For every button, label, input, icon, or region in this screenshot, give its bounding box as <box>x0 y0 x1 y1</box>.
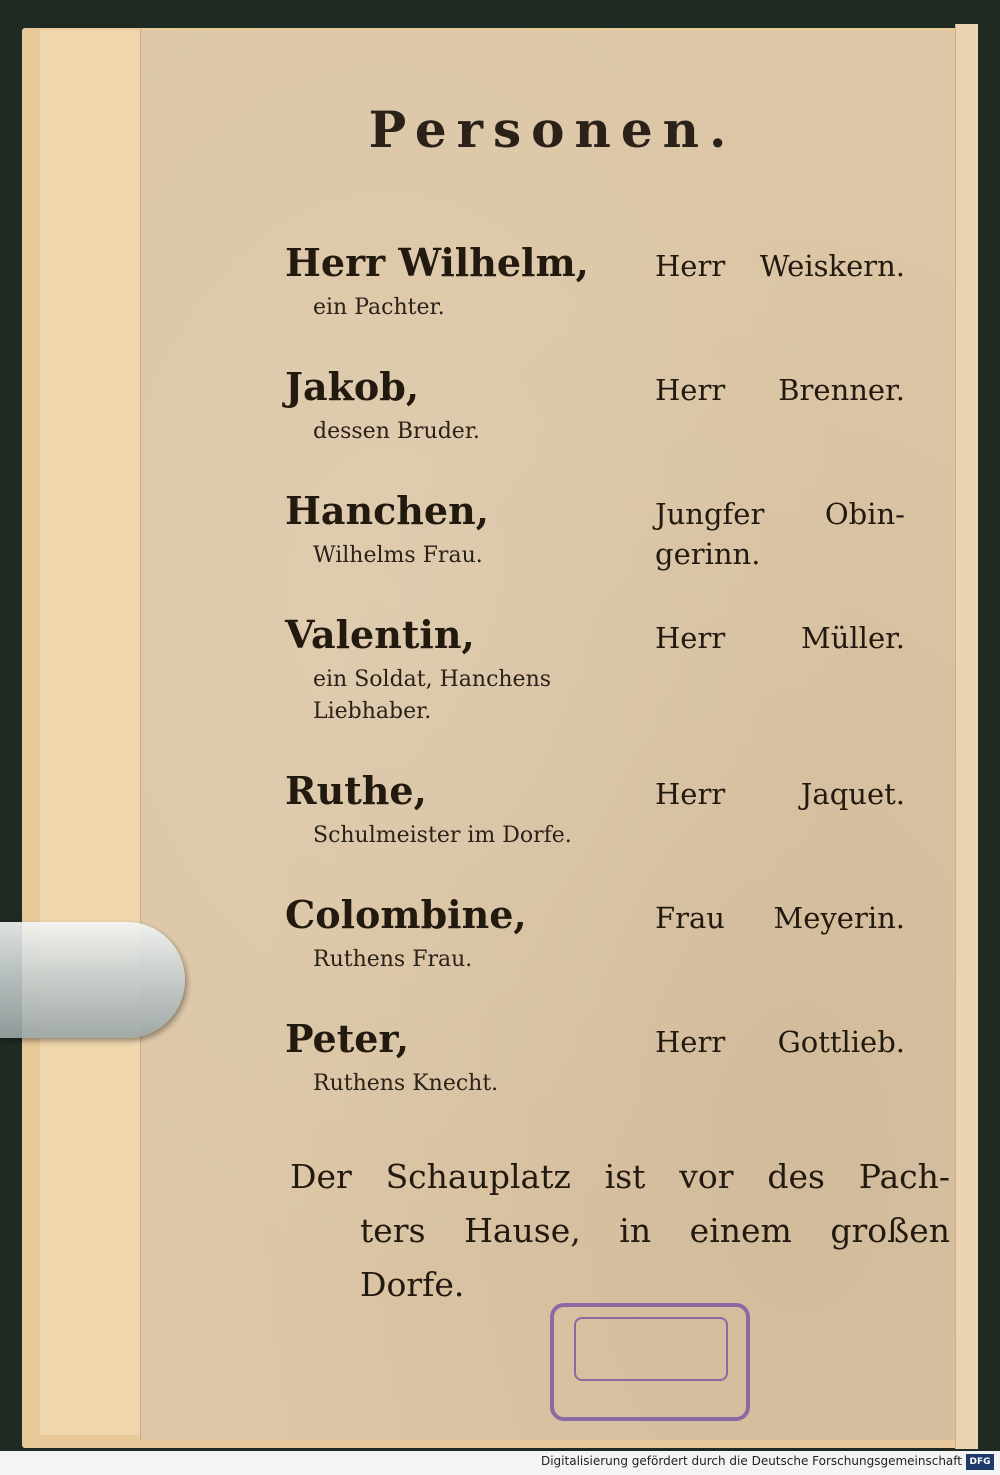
cast-entry <box>285 240 935 364</box>
page-edge <box>955 24 978 1449</box>
cast-entry <box>285 612 935 768</box>
role-name: Jakob, <box>285 364 420 409</box>
role-description: Wilhelms Frau. <box>313 543 483 568</box>
cast-entry <box>285 364 935 488</box>
footer-credit: Digitalisierung gefördert durch die Deutsche Forschungsgemeinschaft <box>540 1454 962 1468</box>
role-description: dessen Bruder. <box>313 419 480 444</box>
role-description: Ruthens Knecht. <box>313 1071 499 1096</box>
scene-line: Der Schauplatz ist vor des Pach- <box>290 1157 950 1196</box>
role-name: Hanchen, <box>285 488 489 533</box>
cast-entry <box>285 1016 935 1140</box>
role-name: Ruthe, <box>285 768 427 813</box>
page-clip <box>0 922 185 1038</box>
actor-name: Herr Weiskern. <box>655 249 905 283</box>
cast-entry <box>285 892 935 1016</box>
page-title: Personen. <box>368 100 737 159</box>
role-description: Ruthens Frau. <box>313 947 473 972</box>
actor-name: Herr Müller. <box>655 621 905 655</box>
role-description: ein Pachter. <box>313 295 445 320</box>
library-stamp-inner <box>574 1317 728 1381</box>
library-stamp <box>550 1303 750 1421</box>
cover-edge <box>40 30 151 1435</box>
cast-list <box>285 240 935 1140</box>
cast-entry <box>285 488 935 612</box>
cast-entry <box>285 768 935 892</box>
actor-name: Herr Brenner. <box>655 373 905 407</box>
actor-name: Herr Gottlieb. <box>655 1025 905 1059</box>
footer-bar <box>0 1451 1000 1475</box>
actor-name: Jungfer Obin-gerinn. <box>655 497 905 571</box>
role-name: Colombine, <box>285 892 527 937</box>
scene-description <box>290 1150 950 1312</box>
role-name: Herr Wilhelm, <box>285 240 589 285</box>
role-description: ein Soldat, Hanchens Liebhaber. <box>313 667 552 724</box>
role-name: Valentin, <box>285 612 475 657</box>
actor-name: Herr Jaquet. <box>655 777 905 811</box>
scene-line: ters Hause, in einem großen <box>360 1211 950 1250</box>
role-description: Schulmeister im Dorfe. <box>313 823 572 848</box>
actor-name: Frau Meyerin. <box>655 901 905 935</box>
dfg-logo-icon: DFG <box>966 1454 994 1470</box>
role-name: Peter, <box>285 1016 409 1061</box>
scene-line: Dorfe. <box>360 1265 465 1304</box>
